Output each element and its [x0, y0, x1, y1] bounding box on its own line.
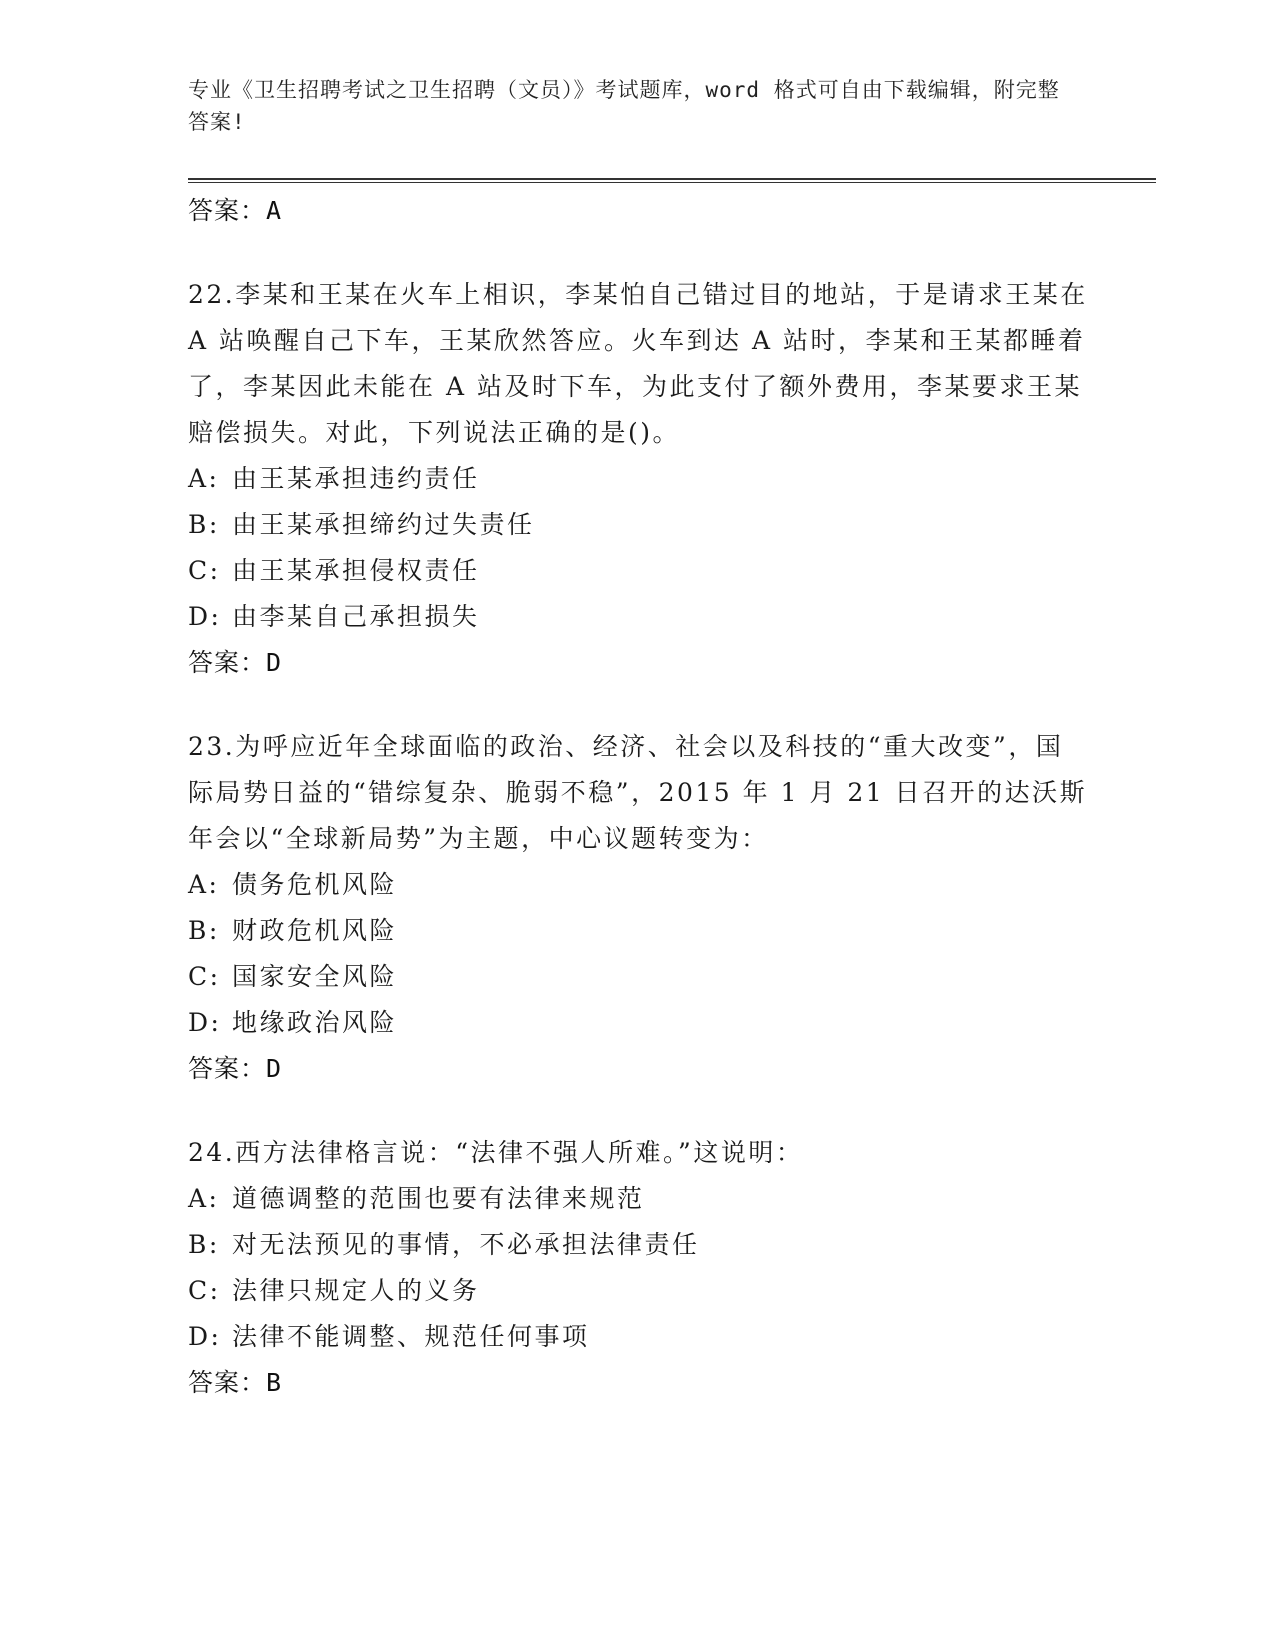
question-answer: [188, 1360, 1088, 1406]
option-text: 债务危机风险: [232, 870, 398, 899]
option-key: A:: [188, 464, 220, 493]
previous-answer: [188, 188, 1088, 234]
option-text: 道德调整的范围也要有法律来规范: [232, 1184, 645, 1213]
answer-label: 答案：: [188, 1368, 267, 1397]
option-c: [188, 954, 1088, 1000]
option-text: 财政危机风险: [232, 916, 398, 945]
option-b: [188, 1222, 1088, 1268]
answer-value: D: [266, 648, 283, 677]
option-text: 由王某承担缔约过失责任: [232, 510, 535, 539]
question-23: [188, 724, 1088, 1092]
option-key: C:: [188, 1276, 221, 1305]
option-key: C:: [188, 962, 221, 991]
answer-label: 答案：: [188, 196, 267, 225]
option-a: [188, 1176, 1088, 1222]
option-key: B:: [188, 916, 220, 945]
option-key: C:: [188, 556, 221, 585]
option-key: B:: [188, 1230, 220, 1259]
option-text: 法律不能调整、规范任何事项: [232, 1322, 590, 1351]
option-key: A:: [188, 1184, 220, 1213]
answer-label: 答案：: [188, 1054, 267, 1083]
header-divider: [188, 178, 1156, 183]
question-24: [188, 1130, 1088, 1406]
option-c: [188, 1268, 1088, 1314]
option-text: 由李某自己承担损失: [232, 602, 480, 631]
option-b: [188, 908, 1088, 954]
question-answer: [188, 1046, 1088, 1092]
answer-value: A: [266, 196, 283, 225]
option-text: 法律只规定人的义务: [232, 1276, 480, 1305]
question-stem: 23.为呼应近年全球面临的政治、经济、社会以及科技的“重大改变”，国际局势日益的“错综复杂、脆弱不稳”，2015 年 1 月 21 日召开的达沃斯年会以“全球新局势”为主题，中心议题转变为：: [188, 732, 1088, 853]
option-text: 由王某承担违约责任: [232, 464, 480, 493]
option-d: [188, 594, 1088, 640]
question-list: [188, 188, 1088, 1406]
answer-value: B: [266, 1368, 283, 1397]
option-d: [188, 1000, 1088, 1046]
option-a: [188, 862, 1088, 908]
option-text: 由王某承担侵权责任: [232, 556, 480, 585]
answer-label: 答案：: [188, 648, 267, 677]
option-key: A:: [188, 870, 220, 899]
option-text: 对无法预见的事情，不必承担法律责任: [232, 1230, 700, 1259]
question-stem: 22.李某和王某在火车上相识，李某怕自己错过目的地站，于是请求王某在 A 站唤醒自己下车，王某欣然答应。火车到达 A 站时，李某和王某都睡着了，李某因此未能在 A 站及时下车，为此支付了额外费用，李某要求王某赔偿损失。对此，下列说法正确的是()。: [188, 280, 1088, 447]
answer-value: D: [266, 1054, 283, 1083]
option-key: D:: [188, 1322, 222, 1351]
option-b: [188, 502, 1088, 548]
option-d: [188, 1314, 1088, 1360]
question-22: [188, 272, 1088, 686]
option-text: 国家安全风险: [232, 962, 398, 991]
option-c: [188, 548, 1088, 594]
option-text: 地缘政治风险: [232, 1008, 398, 1037]
option-key: B:: [188, 510, 220, 539]
option-a: [188, 456, 1088, 502]
document-header: 专业《卫生招聘考试之卫生招聘（文员）》考试题库，word 格式可自由下载编辑，附完整答案!: [188, 78, 1060, 134]
question-answer: [188, 640, 1088, 686]
option-key: D:: [188, 1008, 222, 1037]
question-stem: 24.西方法律格言说：“法律不强人所难。”这说明：: [188, 1138, 804, 1167]
option-key: D:: [188, 602, 222, 631]
